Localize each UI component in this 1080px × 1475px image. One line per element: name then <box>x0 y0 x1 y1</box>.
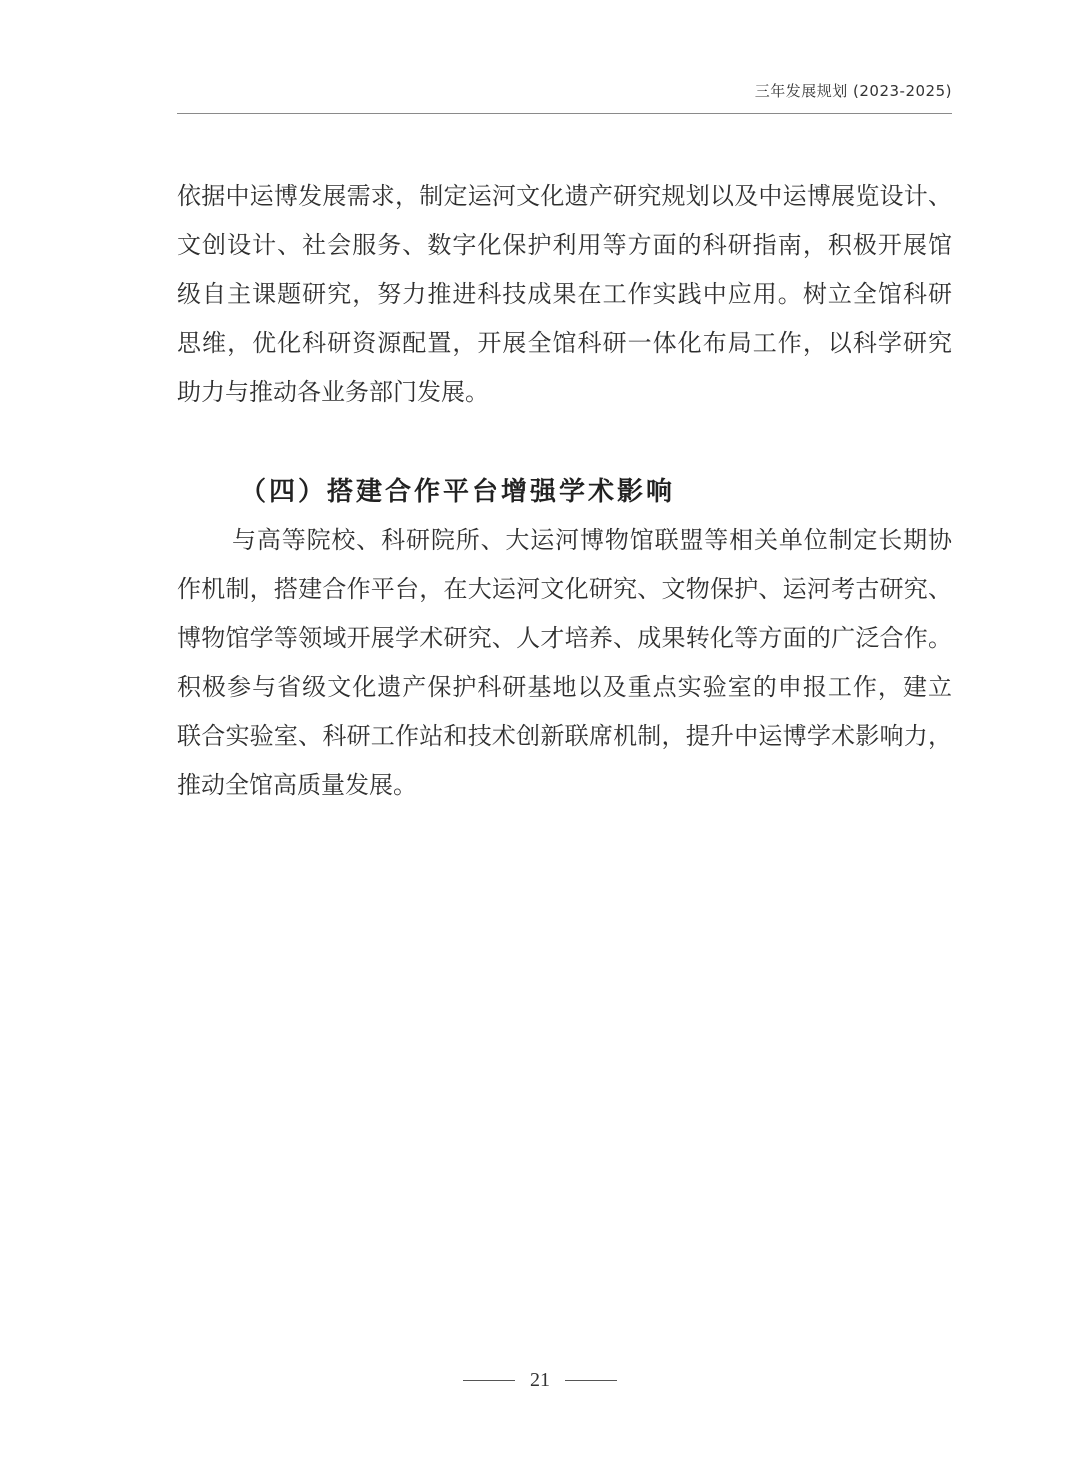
header-divider <box>177 113 952 114</box>
paragraph-line: 作机制，搭建合作平台，在大运河文化研究、文物保护、运河考古研究、 <box>177 575 952 603</box>
paragraph-line: 积极参与省级文化遗产保护科研基地以及重点实验室的申报工作，建立 <box>177 673 952 701</box>
paragraph-line: 与高等院校、科研院所、大运河博物馆联盟等相关单位制定长期协 <box>232 526 952 554</box>
paragraph-line: 助力与推动各业务部门发展。 <box>177 378 489 406</box>
section-heading: （四）搭建合作平台增强学术影响 <box>240 477 676 507</box>
page-footer <box>0 1366 1080 1394</box>
running-header-title: 三年发展规划 (2023-2025) <box>754 82 952 100</box>
paragraph-line: 推动全馆高质量发展。 <box>177 771 417 799</box>
paragraph-line: 文创设计、社会服务、数字化保护利用等方面的科研指南，积极开展馆 <box>177 231 952 259</box>
paragraph-line: 级自主课题研究，努力推进科技成果在工作实践中应用。树立全馆科研 <box>177 280 952 308</box>
paragraph-line: 联合实验室、科研工作站和技术创新联席机制，提升中运博学术影响力， <box>177 722 952 750</box>
paragraph-line: 思维，优化科研资源配置，开展全馆科研一体化布局工作，以科学研究 <box>177 329 952 357</box>
paragraph-line: 博物馆学等领域开展学术研究、人才培养、成果转化等方面的广泛合作。 <box>177 624 952 652</box>
page-number: 21 <box>530 1369 550 1391</box>
footer-rule-right <box>565 1380 617 1381</box>
footer-rule-left <box>463 1380 515 1381</box>
paragraph-line: 依据中运博发展需求，制定运河文化遗产研究规划以及中运博展览设计、 <box>177 182 952 210</box>
